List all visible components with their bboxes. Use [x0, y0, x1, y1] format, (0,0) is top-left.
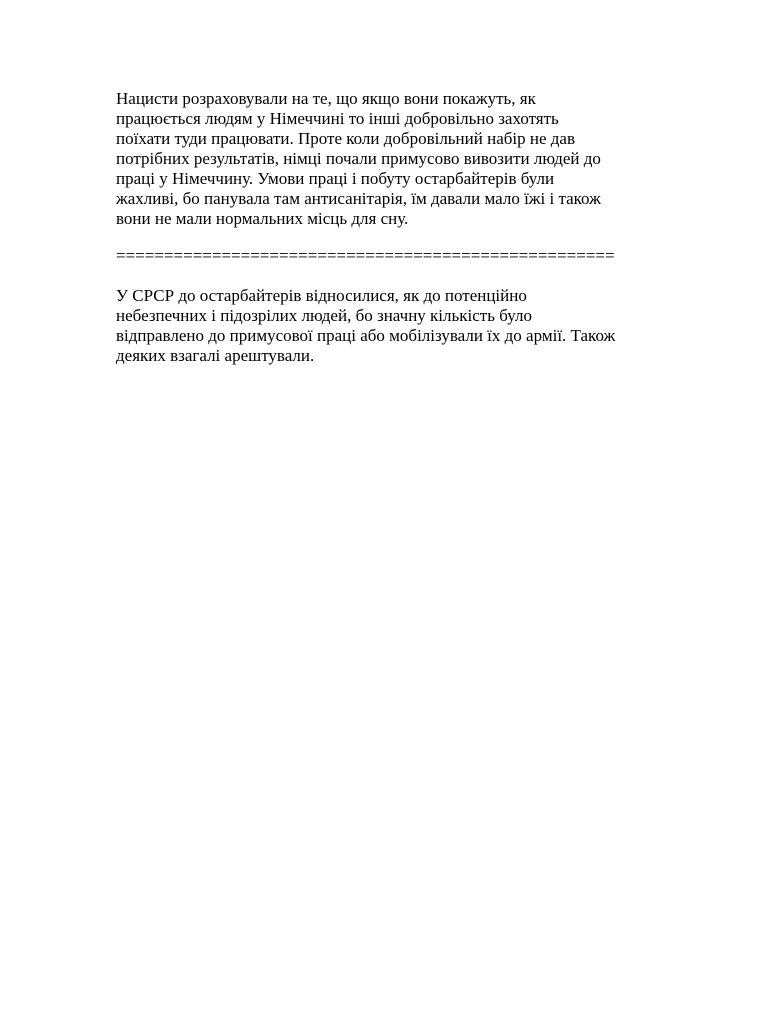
paragraph-line: працюється людям у Німеччині то інші добровільно захотять: [116, 109, 559, 128]
paragraph-line: жахливі, бо панувала там антисанітарія, їм давали мало їжі і також: [116, 189, 601, 208]
paragraph-line: деяких взагалі арештували.: [116, 346, 315, 365]
paragraph-line: потрібних результатів, німці почали примусово вивозити людей до: [116, 149, 601, 168]
paragraph-line: праці у Німеччину. Умови праці і побуту остарбайтерів були: [116, 169, 555, 188]
paragraph-line: поїхати туди працювати. Проте коли добровільний набір не дав: [116, 129, 575, 148]
paragraph-line: Нацисти розраховували на те, що якщо вони покажуть, як: [116, 89, 536, 108]
paragraph-line: відправлено до примусової праці або мобілізували їх до армії. Також: [116, 326, 616, 345]
separator-text: ====================================================: [116, 246, 615, 265]
paragraph-line: У СРСР до остарбайтерів відносилися, як до потенційно: [116, 286, 527, 305]
paragraph-line: вони не мали нормальних місць для сну.: [116, 209, 409, 228]
paragraph-ussr-treatment: [116, 286, 661, 366]
paragraph-nazi-recruitment: [116, 89, 661, 229]
paragraph-line: небезпечних і підозрілих людей, бо значну кількість було: [116, 306, 532, 325]
separator-line: [116, 246, 661, 266]
